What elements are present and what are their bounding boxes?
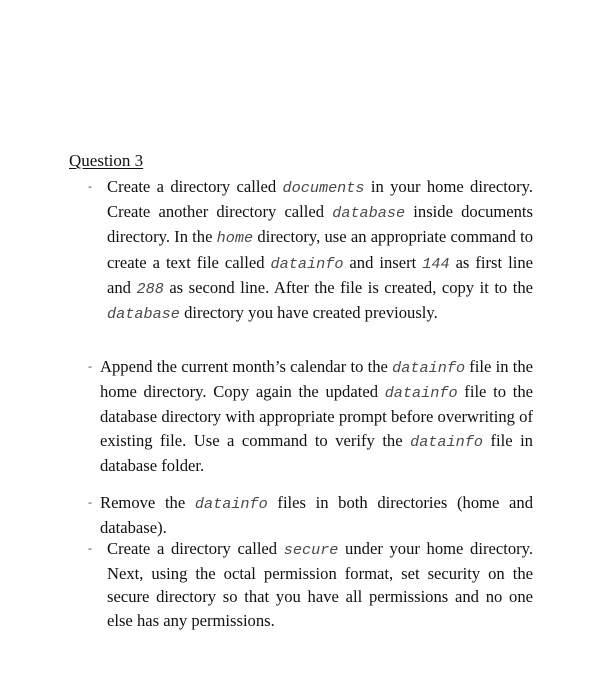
item-text: as second line. After the file is created, copy it to the bbox=[163, 277, 533, 297]
item-text: and insert bbox=[343, 252, 423, 272]
item-text: file to the database directory with appropriate prompt before overwriting of existing file. Use a command to verify the bbox=[100, 382, 533, 450]
bullet-marker: - bbox=[88, 541, 92, 555]
question-item-1 bbox=[107, 175, 533, 326]
code-term: datainfo bbox=[384, 384, 458, 403]
code-term: datainfo bbox=[270, 254, 344, 273]
item-text: file in database folder. bbox=[100, 430, 533, 475]
item-text: Append the current month’s calendar to the bbox=[100, 357, 393, 376]
item-text: Create a directory called bbox=[107, 539, 284, 558]
code-term: 144 bbox=[422, 254, 450, 273]
code-term: documents bbox=[282, 179, 365, 197]
item-text: files in both directories (home and database). bbox=[100, 493, 533, 538]
item-text: under your home directory. Next, using the octal permission format, set security on the secure directory so that you have all permissions and no one else has any permissions. bbox=[107, 539, 534, 630]
item-text: file in the home directory. Copy again the updated bbox=[100, 357, 533, 402]
item-text: directory, use an appropriate command to create a text file called bbox=[107, 227, 533, 272]
code-term: datainfo bbox=[194, 495, 268, 513]
question-title: Question 3 bbox=[69, 151, 144, 170]
item-text: Create a directory called bbox=[107, 177, 283, 196]
bullet-marker: - bbox=[88, 179, 92, 193]
code-term: datainfo bbox=[410, 432, 483, 451]
code-term: datainfo bbox=[392, 359, 466, 377]
code-term: home bbox=[216, 229, 254, 248]
item-text: as first line and bbox=[107, 252, 533, 297]
question-item-2 bbox=[100, 355, 533, 477]
code-term: 288 bbox=[136, 279, 164, 298]
item-text: inside documents directory. In the bbox=[107, 202, 533, 247]
bullet-marker: - bbox=[88, 495, 92, 509]
bullet-marker: - bbox=[88, 359, 92, 373]
question-item-4 bbox=[107, 537, 533, 632]
question-item-3 bbox=[100, 491, 533, 539]
item-text: in your home directory. Create another directory called bbox=[107, 177, 534, 222]
code-term: database bbox=[107, 305, 180, 324]
code-term: secure bbox=[283, 541, 339, 559]
code-term: database bbox=[332, 204, 406, 223]
item-text: Remove the bbox=[100, 493, 195, 512]
item-text: directory you have created previously. bbox=[179, 303, 438, 323]
